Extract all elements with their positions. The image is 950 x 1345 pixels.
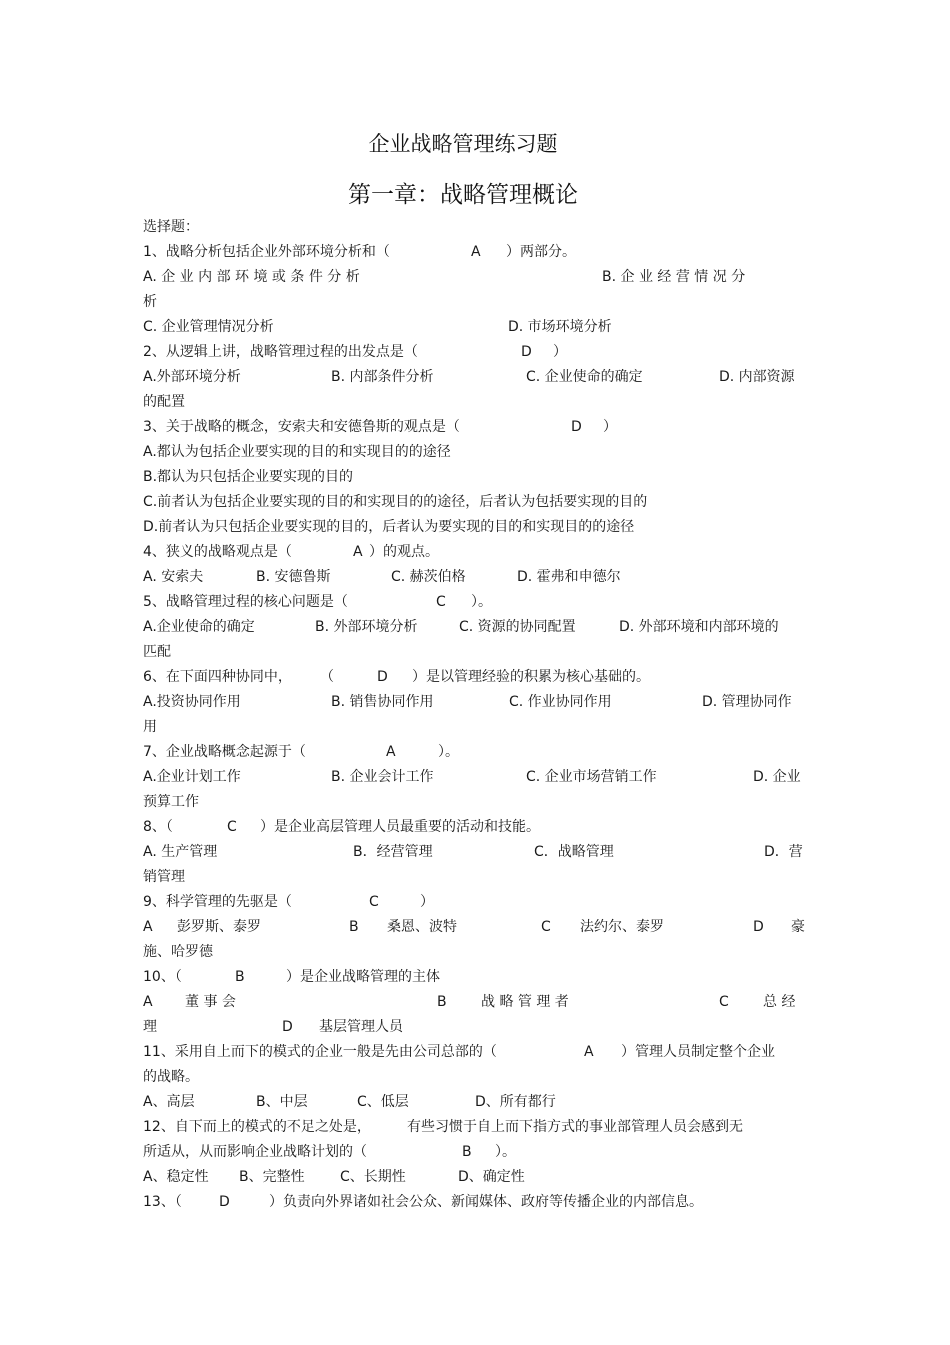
text-segment: 销管理 [143,869,185,885]
text-segment: B. 内部条件分析 [331,369,434,385]
text-segment: A. 生产管理 [143,844,218,860]
text-segment: ）两部分。 [506,244,576,260]
text-segment: B. 销售协同作用 [331,694,434,710]
text-segment: B. 安德鲁斯 [256,569,331,585]
text-segment: B. 企 业 经 营 情 况 分 [602,269,746,285]
text-segment: D、所有都行 [475,1094,556,1110]
text-segment: D. 企业 [753,769,801,785]
text-segment: 析 [143,294,157,310]
text-segment: 选择题： [143,219,199,235]
text-segment: C. 作业协同作用 [509,694,612,710]
text-segment: ）。 [471,594,492,610]
text-segment: 理 [143,1019,157,1035]
text-segment: B [462,1144,472,1160]
text-segment: 1、战略分析包括企业外部环境分析和（ [143,244,390,260]
text-segment: C. 资源的协同配置 [459,619,576,635]
text-segment: ）是以管理经验的积累为核心基础的。 [412,669,650,685]
text-segment: C、长期性 [340,1169,406,1185]
text-segment: A.外部环境分析 [143,369,241,385]
text-segment: ） [420,894,434,910]
text-segment: 2、从逻辑上讲，战略管理过程的出发点是（ [143,344,418,360]
text-segment: 法约尔、泰罗 [580,919,664,935]
text-segment: C [369,894,379,910]
text-segment: ）的观点。 [369,544,439,560]
text-segment: C. 企业管理情况分析 [143,319,274,335]
text-segment: B [349,919,359,935]
document-title: 企业战略管理练习题 [368,132,558,156]
text-segment: 预算工作 [143,794,199,810]
text-segment: C [719,994,729,1010]
text-segment: 7、企业战略概念起源于（ [143,744,306,760]
text-segment: 4、狭义的战略观点是（ [143,544,292,560]
text-segment: C [227,819,237,835]
text-segment: 基层管理人员 [319,1019,403,1035]
text-segment: A [353,544,363,560]
text-segment: B．经营管理 [353,844,433,860]
text-segment: 的配置 [143,394,185,410]
text-segment: D. 管理协同作 [702,694,792,710]
text-segment: A、稳定性 [143,1169,209,1185]
text-segment: B、中层 [256,1094,308,1110]
text-segment: 3、关于战略的概念，安索夫和安德鲁斯的观点是（ [143,419,460,435]
text-segment: A. 企 业 内 部 环 境 或 条 件 分 析 [143,269,360,285]
text-segment: ）是企业战略管理的主体 [286,969,440,985]
text-segment: C [541,919,551,935]
text-segment: A.企业计划工作 [143,769,241,785]
text-segment: ）。 [438,744,459,760]
text-segment: B. 企业会计工作 [331,769,434,785]
text-segment: 战 略 管 理 者 [481,994,569,1010]
text-segment: D. 市场环境分析 [508,319,612,335]
text-segment: ）管理人员制定整个企业 [621,1044,775,1060]
text-segment: C.前者认为包括企业要实现的目的和实现目的的途径，后者认为包括要实现的目的 [143,494,648,510]
text-segment: D [571,419,582,435]
text-segment: D. 霍弗和申德尔 [517,569,621,585]
text-segment: A.企业使命的确定 [143,619,255,635]
text-segment: （ [320,669,334,685]
text-segment: D.前者认为只包括企业要实现的目的，后者认为要实现的目的和实现目的的途径 [143,519,635,535]
text-segment: B.都认为只包括企业要实现的目的 [143,469,354,485]
text-segment: A [471,244,481,260]
text-segment: 豪 [791,919,805,935]
text-segment: 所适从，从而影响企业战略计划的（ [143,1144,367,1160]
text-segment: 5、战略管理过程的核心问题是（ [143,594,348,610]
text-segment: D [377,669,388,685]
text-segment: A [143,919,153,935]
text-segment: B [235,969,245,985]
text-segment: 12、自下而上的模式的不足之处是， [143,1119,371,1135]
text-segment: ）负责向外界诸如社会公众、新闻媒体、政府等传播企业的内部信息。 [269,1194,703,1210]
text-segment: 匹配 [143,644,171,660]
text-segment: 桑恩、波特 [387,919,457,935]
text-segment: 10、（ [143,969,182,985]
text-segment: A.都认为包括企业要实现的目的和实现目的的途径 [143,444,451,460]
text-segment: D. 外部环境和内部环境的 [619,619,779,635]
text-segment: 彭罗斯、泰罗 [177,919,261,935]
text-segment: D [753,919,764,935]
text-segment: D．营 [764,844,803,860]
text-segment: D、确定性 [458,1169,525,1185]
text-segment: C．战略管理 [534,844,614,860]
text-segment: 8、（ [143,819,173,835]
text-segment: 6、在下面四种协同中， [143,669,292,685]
text-segment: 11、采用自上而下的模式的企业一般是先由公司总部的（ [143,1044,497,1060]
text-segment: A [143,994,153,1010]
text-segment: 9、科学管理的先驱是（ [143,894,292,910]
text-segment: 有些习惯于自上而下指方式的事业部管理人员会感到无 [407,1119,743,1135]
chapter-heading: 第一章：战略管理概论 [348,182,578,208]
text-segment: 用 [143,719,157,735]
text-segment: C. 赫茨伯格 [391,569,466,585]
text-segment: C. 企业使命的确定 [526,369,643,385]
text-segment: A、高层 [143,1094,195,1110]
text-segment: A [386,744,396,760]
text-segment: 13、（ [143,1194,182,1210]
text-segment: ） [603,419,617,435]
text-segment: A [584,1044,594,1060]
text-segment: 总 经 [763,994,796,1010]
text-segment: 施、哈罗德 [143,944,213,960]
text-segment: 的战略。 [143,1069,199,1085]
text-segment: B [437,994,447,1010]
text-segment: A. 安索夫 [143,569,204,585]
text-segment: B、完整性 [239,1169,305,1185]
text-segment: 董 事 会 [185,994,236,1010]
text-segment: D [282,1019,293,1035]
text-segment: C [436,594,446,610]
text-segment: C. 企业市场营销工作 [526,769,657,785]
text-segment: D [219,1194,230,1210]
text-segment: A.投资协同作用 [143,694,241,710]
text-segment: D [521,344,532,360]
text-segment: C、低层 [357,1094,409,1110]
text-segment: D. 内部资源 [719,369,795,385]
text-segment: ）。 [495,1144,516,1160]
text-segment: B. 外部环境分析 [315,619,418,635]
text-segment: ）是企业高层管理人员最重要的活动和技能。 [260,819,540,835]
text-segment: ） [553,344,567,360]
